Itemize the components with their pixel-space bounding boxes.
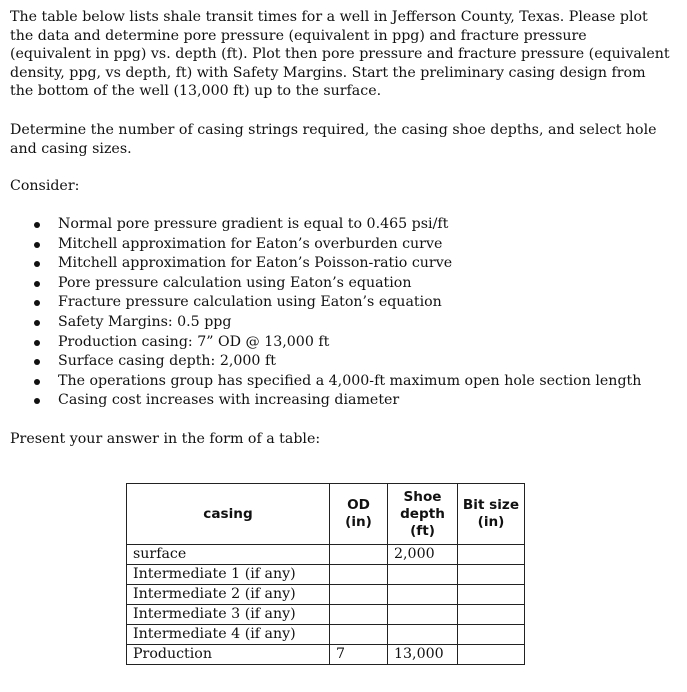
cell-casing: surface: [127, 545, 330, 565]
cell-bit: [458, 605, 525, 625]
header-bit-size: Bit size (in): [458, 484, 525, 545]
consider-list: [0, 215, 641, 411]
cell-shoe: [388, 565, 458, 585]
cell-shoe: [388, 625, 458, 645]
answer-table: [126, 483, 525, 665]
table-row: [127, 565, 525, 585]
table-header-row: [127, 484, 525, 545]
cell-od: [330, 605, 388, 625]
cell-shoe: 2,000: [388, 545, 458, 565]
list-item: Production casing: 7” OD @ 13,000 ft: [0, 333, 641, 353]
problem-intro: The table below lists shale transit times for a well in Jefferson County, Texas. Please plot the data and determine pore pressure (equivalent in ppg) and fracture pressure (equivalent in ppg) vs. depth (ft). Plot then pore pressure and fracture pressure (equivalent density, ppg, vs depth, ft) with Safety Margins. Start the preliminary casing design from the bottom of the well (13,000 ft) up to the surface.: [10, 9, 670, 100]
cell-shoe: [388, 605, 458, 625]
cell-bit: [458, 565, 525, 585]
list-item: Safety Margins: 0.5 ppg: [0, 313, 641, 333]
cell-bit: [458, 625, 525, 645]
list-item: Fracture pressure calculation using Eaton’s equation: [0, 293, 641, 313]
cell-shoe: 13,000: [388, 645, 458, 665]
cell-od: [330, 585, 388, 605]
table-row: [127, 625, 525, 645]
cell-bit: [458, 645, 525, 665]
cell-casing: Intermediate 3 (if any): [127, 605, 330, 625]
cell-casing: Intermediate 2 (if any): [127, 585, 330, 605]
cell-od: [330, 565, 388, 585]
cell-casing: Intermediate 1 (if any): [127, 565, 330, 585]
header-shoe-depth: Shoe depth (ft): [388, 484, 458, 545]
list-item: Casing cost increases with increasing diameter: [0, 391, 641, 411]
cell-od: [330, 625, 388, 645]
list-item: Pore pressure calculation using Eaton’s equation: [0, 274, 641, 294]
header-casing: casing: [127, 484, 330, 545]
cell-casing: Intermediate 4 (if any): [127, 625, 330, 645]
cell-bit: [458, 545, 525, 565]
table-row: [127, 605, 525, 625]
task-statement: Determine the number of casing strings required, the casing shoe depths, and select hole and casing sizes.: [10, 122, 657, 157]
header-od: OD (in): [330, 484, 388, 545]
cell-od: 7: [330, 645, 388, 665]
list-item: The operations group has specified a 4,000-ft maximum open hole section length: [0, 372, 641, 392]
present-instruction: Present your answer in the form of a table:: [10, 431, 321, 447]
cell-casing: Production: [127, 645, 330, 665]
table-row: [127, 585, 525, 605]
consider-label: Consider:: [10, 178, 80, 194]
list-item: Mitchell approximation for Eaton’s Poisson-ratio curve: [0, 254, 641, 274]
cell-shoe: [388, 585, 458, 605]
list-item: Surface casing depth: 2,000 ft: [0, 352, 641, 372]
table-row: [127, 545, 525, 565]
cell-od: [330, 545, 388, 565]
table-row: [127, 645, 525, 665]
cell-bit: [458, 585, 525, 605]
list-item: Mitchell approximation for Eaton’s overburden curve: [0, 235, 641, 255]
list-item: Normal pore pressure gradient is equal to 0.465 psi/ft: [0, 215, 641, 235]
